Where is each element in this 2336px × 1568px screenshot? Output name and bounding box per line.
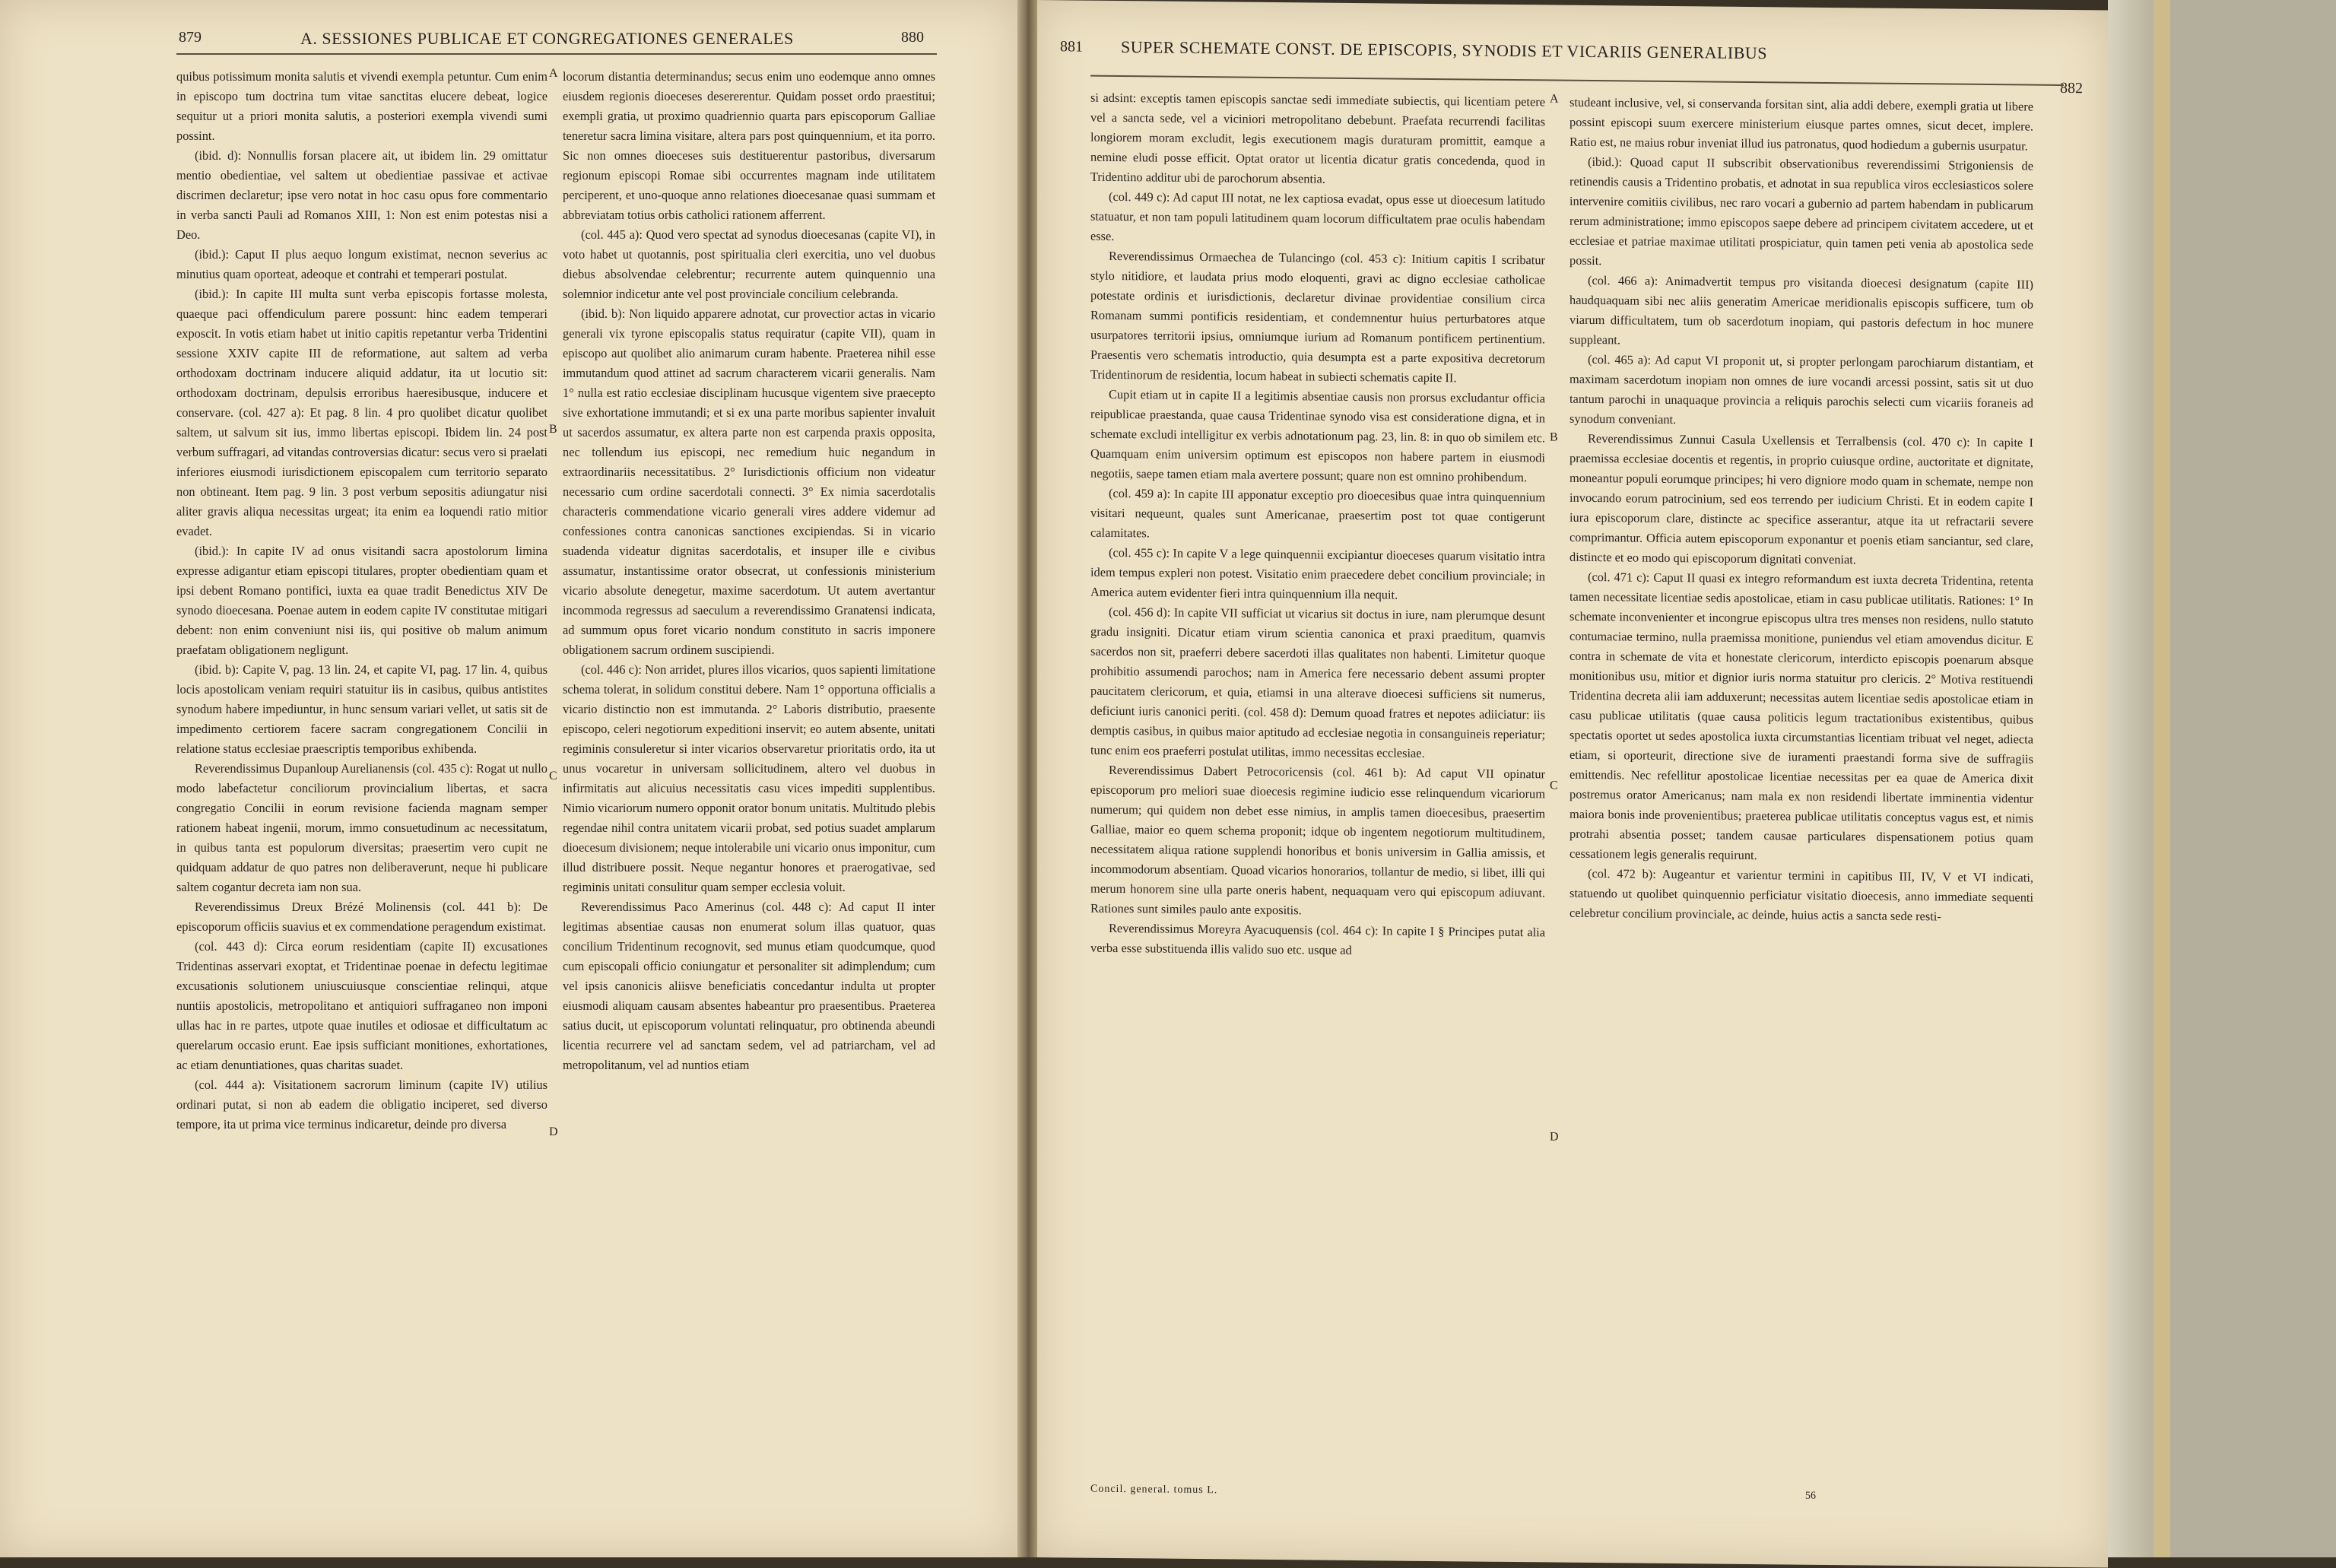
- paragraph: (col. 456 d): In capite VII sufficiat ut vicarius sit doctus in iure, nam plerumque desunt gradu insigniti. Dicatur etiam virum scientia canonica et praxi praeditum, quamvis sacerdos non sit, praeferri debere sacerdoti illas qualitates non habenti. Limitetur quoque prohibitio assumendi parochos; nam in America fere necessario debent assumi propter paucitatem clericorum, et quia, etiamsi in una alterave dioecesi sufficiens sit numerus, deficiunt iuris canonici periti. (col. 458 d): Demum quoad fratres et nepotes adiiciatur: iis demptis casibus, in quibus maior aptitudo ad ecclesiae negotia in consanguineis reperiatur; tunc enim eos praeferri postulat utilitas, immo necessitas ecclesiae.: [1090, 604, 1545, 760]
- paragraph: (col. 459 a): In capite III apponatur exceptio pro dioecesibus quae intra quinquennium visitari nequeunt, quales sunt Americanae, praesertim post tot quae contigerunt calamitates.: [1090, 485, 1545, 541]
- book-gutter: [1017, 0, 1037, 1557]
- paragraph: (col. 472 b): Augeantur et varientur termini in capitibus III, IV, V et VI indicati, statuendo ut quolibet quinquennio perficiatur visitatio dioecesis, anno immediate sequenti celebretur concilium provinciale, ac deinde, huius actis a sancta sede resti-: [1570, 865, 2033, 924]
- margin-marker: C: [1550, 779, 1558, 792]
- paragraph: (col. 455 c): In capite V a lege quinquennii excipiantur dioeceses quarum visitatio intra idem tempus expleri non potest. Visitatio enim praecedere debet concilium provinciale; in America autem evidenter fieri intra quinquennium illa nequit.: [1090, 544, 1545, 602]
- paragraph: (col. 444 a): Visitationem sacrorum liminum (capite IV) utilius ordinari putat, si non ab eadem die obligatio inciperet, sed diverso tempore, ita ut prima vice terminus indicaretur, deinde pro diversa: [176, 1078, 548, 1132]
- right-page: [1037, 0, 2108, 1568]
- paragraph: studeant inclusive, vel, si conservanda forsitan sint, alia addi debere, exempli gratia ut libere possint episcopi suum exercere ministerium eiusque partes omnes, sicut decet, implere. Ratio est, ne maius robur inveniat illud ius patronatus, quod hodiedum a gubernis usurpatur.: [1570, 94, 2033, 154]
- running-head: SUPER SCHEMATE CONST. DE EPISCOPIS, SYNODIS ET VICARIIS GENERALIBUS: [1121, 37, 1768, 63]
- paragraph: Cupit etiam ut in capite II a legitimis absentiae causis non prorsus excludantur officia reipublicae praestanda, quae causa Tridentinae synodo visa est consideratione digna, et in schemate excludi intelligitur ex verbis adnotationum pag. 23, lin. 8: in quo ob similem etc. Quamquam enim universim optimum est episcopos non habere partem in eiusmodi negotiis, saepe tamen etiam mala avertere possunt; quare non est omnino prohibendum.: [1090, 386, 1545, 485]
- paragraph: (col. 443 d): Circa eorum residentiam (capite II) excusationes Tridentinas asservari exoptat, et Tridentinae poenae in defectu legitimae excusationis solutionem uniuscuiusque conscientiae relinqui, atque nuntiis apostolicis, metropolitano et antiquiori suffraganeo non imponi ullas hac in re partes, utpote quae inutiles et odiosae et difficultatum ac querelarum occasio erunt. Eae ipsis sufficiant monitiones, exhortationes, ac etiam denuntiationes, quas charitas suadet.: [176, 939, 548, 1072]
- margin-marker: C: [549, 770, 557, 782]
- page-number: 882: [2060, 79, 2083, 97]
- paragraph: (col. 449 c): Ad caput III notat, ne lex captiosa evadat, opus esse ut dioecesum latitudo statuatur, et non tam populi latitudinem quam locorum difficultatem prae oculis habendam esse.: [1090, 189, 1545, 243]
- margin-marker: D: [1550, 1130, 1559, 1144]
- paragraph: (col. 445 a): Quod vero spectat ad synodus dioecesanas (capite VI), in voto habet ut quotannis, post spiritualia cleri exercitia, uno vel duobus diebus absolvendae celebrentur; recurrente autem quinquennio una solemnior indicetur ante vel post provinciale concilium celebranda.: [563, 227, 935, 301]
- text-column-left: [176, 67, 548, 1135]
- signature-mark: 56: [1805, 1490, 1816, 1502]
- text-column-left: [1090, 88, 1545, 963]
- margin-marker: B: [1550, 430, 1558, 444]
- page-number: 881: [1060, 38, 1083, 56]
- text-column-right: [1570, 93, 2033, 928]
- page-number: 880: [901, 29, 924, 46]
- left-page: [0, 0, 1017, 1557]
- text-column-right: [563, 67, 935, 1075]
- paragraph: (col. 446 c): Non arridet, plures illos vicarios, quos sapienti limitatione schema tolerat, in solidum constitui debere. Nam 1° opportuna officialis a vicario distinctio non est immutanda. 2° Laboris distributio, praesente episcopo, celeri negotiorum expeditioni inservit; eo autem absente, unitati regiminis consuleretur si inter vicarios observaretur prioritatis ordo, ita ut unus vocaretur in universam sollicitudinem, altero vel duobus in infirmitatis aut alicuius necessitatis casu vices impediti supplentibus. Nimio vicariorum numero opponit orator bonum unitatis. Multitudo plebis regendae nihil contra unitatem vicarii probat, sed potius suadet amplarum dioecesum divisionem; neque intolerabile uni vicario onus imponitur, cum illud distribuere possit. Neque negantur honores et praerogativae, sed regiminis unitati consulitur quam semper ecclesia voluit.: [563, 662, 935, 894]
- paragraph: si adsint: exceptis tamen episcopis sanctae sedi immediate subiectis, qui licentiam petere vel a sancta sede, vel a viciniori metropolitano debebunt. Praefata recurrendi facilitas longiorem moram excludit, legis executionem magis duraturam promittit, eamque a nemine eludi posse efficit. Optat orator ut licentia dicatur gratis concedenda, quod in Tridentino additur ubi de parochorum absentia.: [1090, 90, 1545, 186]
- margin-marker: A: [549, 67, 558, 80]
- paragraph: (ibid.): Caput II plus aequo longum existimat, necnon severius ac minutius quam oporteat, adeoque et contrahi et temperari postulat.: [176, 247, 548, 281]
- paragraph: Reverendissimus Ormaechea de Tulancingo (col. 453 c): Initium capitis I scribatur stylo nitidiore, et laudata prius modo eloquenti, gravi ac digno ecclesiae catholicae potestate ordinis et iurisdictionis, declaretur divinae providentiae consilium circa Romanam summi pontificis residentiam, et condemnentur huius perturbatores atque usurpatores territorii ipsius, omniumque iurium ad Romanum pontificem pertinentium. Praesentis vero schematis introductio, quia desumpta est a parte expositiva decretorum Tridentinorum de residentia, locum habeat in subiecti schematis capite II.: [1090, 248, 1545, 386]
- paragraph: (ibid.): In capite IV ad onus visitandi sacra apostolorum limina expresse adigantur etiam episcopi titulares, propter obedientiam quam et ipsi debent Romano pontifici, iuxta ea quae tradit Benedictus XIV De synodo dioecesana. Poenae autem in eodem capite IV constitutae mitigari debent: non enim conveniunt nisi iis, qui positive ob malum animum praefatam obligationem negligunt.: [176, 544, 548, 657]
- paragraph: (col. 471 c): Caput II quasi ex integro reformandum est iuxta decreta Tridentina, retenta tamen necessitate licentiae sedis apostolicae, etiam in casu publicae utilitatis. Rationes: 1° In schemate inconvenienter et incongrue episcopus ultra tres menses non residens, nullo statuto contumaciae termino, nulla praemissa monitione, puniendus vel etiam amovendus dicitur. E contra in schemate de vita et honestate clericorum, interdicto episcopis poenarum absque monitionibus usu, mitior et dignior iuris norma statuitur pro clericis. 2° Motiva restituendi Tridentina decreta alii iam adduxerunt; necessitas autem licentiae sedis apostolicae etiam in casu publicae utilitatis (quae causa politicis legum tractationibus existentibus, quibus spectatis oportet ut sedes apostolica iuxta circumstantias licentiam tribuat vel neget, adiecta etiam, si oporteurit, directione sive de iuramenti praestandi forma sive de suffragiis emittendis. Nec refellitur apostolicae licentiae necessitas per ea quae de America dixit postremus orator Americanus; nam mala ex non residendi libertate imminentia videntur maiora bonis inde provenientibus; praeterea publicae utilitatis conceptus vagus est, et nimis protrahi absentia posset; tandem causae particulares dispensationem potius quam cessationem legis generalis requirunt.: [1570, 569, 2033, 863]
- paragraph: (ibid.): In capite III multa sunt verba episcopis fortasse molesta, quaeque paci offendiculum parere possunt: hinc eadem temperari exposcit. In votis etiam habet ut initio capitis repetantur verba Tridentini sessione XXIV capite III de reformatione, aut saltem ad verba orthodoxam doctrinam inducere aliquid addatur, ita ut locutio sit: orthodoxam doctrinam, depulsis erroribus haeresibusque, inducere et conservare. (col. 427 a): Et pag. 8 lin. 4 pro quolibet dicatur quolibet saltem, ut salvum sit ius, immo libertas episcopi. Ibidem lin. 24 post verbum suffragari, ad vitandas controversias dicatur: secus vero si praelati inferiores eiusmodi iurisdictionem episcopalem cum territorio separato non obtineant. Item pag. 9 lin. 3 post verbum sepositis adiungatur nisi aliter gravis aliqua necessitas urgeat; ita enim ea loquendi ratio mitior evadet.: [176, 287, 548, 538]
- header-rule: [176, 53, 937, 55]
- paragraph: (ibid. d): Nonnullis forsan placere ait, ut ibidem lin. 29 omittatur mentio obedientiae, vel saltem ut obedientiae passivae et activae discrimen declaretur; ipse vero notat in hoc casu opus fore commentario in verba sancti Pauli ad Romanos XIII, 1: Non est enim potestas nisi a Deo.: [176, 148, 548, 242]
- margin-marker: A: [1550, 92, 1559, 106]
- paragraph: locorum distantia determinandus; secus enim uno eodemque anno omnes eiusdem regionis dioeceses desererentur. Quidam posset ordo praestitui; exempli gratia, ut proximo quadriennio quarta pars episcoporum Galliae teneretur sacra limina visitare, altera pars post quinquennium, et ita porro. Sic non omnes dioeceses suis destituerentur pastoribus, diversarum regionum episcopi Romae sibi occurrentes magnam inde utilitatem perciperent, et uno-quoque anno relationes dioecesanae quasi summam et abbreviatam totius orbis catholici rationem afferrent.: [563, 69, 935, 222]
- paragraph: quibus potissimum monita salutis et vivendi exempla petuntur. Cum enim in episcopo tum doctrina tum vitae sanctitas elucere debeat, logice sequitur ut a priori monita salutis, a posteriori exempla vivendi sumi possint.: [176, 69, 548, 143]
- header-rule: [1090, 75, 2064, 86]
- paragraph: Reverendissimus Dreux Brézé Molinensis (col. 441 b): De episcoporum officiis suavius et ex commendatione peragendum existimat.: [176, 900, 548, 934]
- margin-marker: B: [549, 423, 557, 436]
- paragraph: Reverendissimus Dupanloup Aurelianensis (col. 435 c): Rogat ut nullo modo labefactetur conciliorum provincialium libertas, et sacra congregatio Concilii in eorum revisione facienda magnam semper rationem habeat ingenii, morum, immo consuetudinum ac necessitatum, in quibus tanta est populorum diversitas; praesertim vero cupit ne quidquam addatur de quo patres non deliberaverunt, neque hi publicare saltem cogantur decreta iam non sua.: [176, 761, 548, 894]
- footer-volume: Concil. general. tomus L.: [1090, 1483, 1218, 1497]
- paragraph: Reverendissimus Moreyra Ayacuquensis (col. 464 c): In capite I § Principes putat alia verba esse substituenda illis valido suo etc. usque ad: [1090, 920, 1545, 957]
- paragraph: Reverendissimus Zunnui Casula Uxellensis et Terralbensis (col. 470 c): In capite I praemissa ecclesiae docentis et regentis, in proprio cuiusque ordine, auctoritate et dignitate, moneantur populi eorumque principes; hi vero digniore modo quam in schemate, nempe non invocando eorum patrocinium, sed eos terrendo per iudicium Christi. Et in eodem capite I iura episcoporum clare, distincte ac specifice asserantur, atque ita ut refractarii severe comprimantur. Officia autem episcoporum exponantur et poenis etiam sanciantur, sed clare, distincte et eo modo qui episcoporum dignitati conveniat.: [1570, 430, 2033, 567]
- paragraph: Reverendissimus Paco Amerinus (col. 448 c): Ad caput II inter legitimas absentiae causas non enumerat solum illas quatuor, quas concilium Tridentinum recognovit, sed munus etiam quodcumque, quod cum episcopali officio coniungatur et personaliter sit adimplendum; cum vel ipsis canonicis aliisve beneficiatis concedantur indulta ut propter eiusmodi aliquam causam absentes habeantur pro praesentibus. Praeterea satius ducit, ut episcoporum voluntati relinquatur, pro obtinenda abeundi licentia recurrere vel ad sanctam sedem, vel ad patriarcham, vel ad metropolitanum, vel ad nuntios etiam: [563, 900, 935, 1072]
- paragraph: (col. 466 a): Animadvertit tempus pro visitanda dioecesi designatum (capite III) haudquaquam sibi nec aliis generatim Americae meridionalis episcopis sufficere, tum ob viarum difficultatem, tum ob sacerdotum inopiam, qui pastoris defectum in hoc munere suppleant.: [1570, 272, 2033, 348]
- paragraph: (ibid. b): Capite V, pag. 13 lin. 24, et capite VI, pag. 17 lin. 4, quibus locis apostolicam veniam requiri statuitur iis in casibus, quibus antistites synodum habere impediuntur, in hunc sensum variari vellet, ut satis sit de impedimento certiorem facere sacram congregationem Concilii in relatione status ecclesiae praescriptis temporibus exhibenda.: [176, 662, 548, 756]
- running-head: A. SESSIONES PUBLICAE ET CONGREGATIONES GENERALES: [300, 29, 794, 48]
- paragraph: (ibid. b): Non liquido apparere adnotat, cur provectior actas in vicario generali vix tyrone episcopalis status requiratur (capite VII), quam in episcopo aut quolibet alio animarum curam habente. Praeterea nihil esse immutandum quod attinet ad sacrum characterem vicarii generalis. Nam 1° nulla est ratio ecclesiae disciplinam hucusque vigentem sive praecepto sive exhortatione immutandi; et si ex una parte moribus sapienter invaluit ut sacerdos assumatur, ex altera parte non est carpenda praxis opposita, nec tollendum ius episcopi, nec remedium huic negandum in extraordinariis necessitatibus. 2° Iurisdictionis officium non videatur necessario cum ordine sacerdotali connecti. 3° Ex nimia sacerdotalis characteris commendatione vicario generali vires addere videmur ad confessiones contra canonicas sanctiones excipiendas. Si in vicario suadenda videatur dignitas sacerdotalis, et insuper ille e civibus assumatur, instantissime orator obsecrat, ut confessionis ministerium vicario absolute denegetur, maxime sacerdotum. Ut autem avertantur incommoda regressus ad saeculum a reverendissimo Granatensi indicata, ad summum opus foret vicario nondum constituto in sacris imponere obligationem sacrum ordinem suscipiendi.: [563, 306, 935, 657]
- paragraph: Reverendissimus Dabert Petrocoricensis (col. 461 b): Ad caput VII opinatur episcoporum pro meliori suae dioecesis regimine iudicio esse relinquendum vicariorum numerum; qui quidem non debet esse nimius, in amplis tamen dioecesibus, praesertim Galliae, maior eo quem schema proponit; idque ob ingentem negotiorum multitudinem, necessitatem aliqua ratione supplendi honoribus et bonis universim in Gallia amissis, et incommodorum absentiam. Quoad vicarios honorarios, tollantur de medio, si libet, illi qui merum honorem sine ulla parte oneris habent, nequaquam vero qui episcopum adiuvant. Rationes sunt similes paulo ante expositis.: [1090, 762, 1545, 918]
- paragraph: (col. 465 a): Ad caput VI proponit ut, si propter perlongam parochiarum distantiam, et maximam sacerdotum inopiam non omnes de iure vocandi arcessi possint, satis sit ut duo tantum parochi in unaquaque provincia a reliquis parochis selecti cum vicariis foraneis ad synodum conveniant.: [1570, 351, 2033, 427]
- margin-marker: D: [549, 1125, 558, 1138]
- paragraph: (ibid.): Quoad caput II subscribit observationibus reverendissimi Strigoniensis de retinendis causis a Tridentino probatis, et adnotat in sua republica viros ecclesiasticos solere intervenire comitiis civilibus, nec raro vocari a gubernio ad partem habendam in publicarum rerum administratione; immo episcopos saepe debere ad principem civitatem accedere, ut et ecclesiae et patriae maximae utilitati prospiciatur, quin tamen peti venia ab apostolica sede possit.: [1570, 154, 2033, 268]
- page-number: 879: [179, 29, 202, 46]
- book-edge: [2108, 0, 2336, 1557]
